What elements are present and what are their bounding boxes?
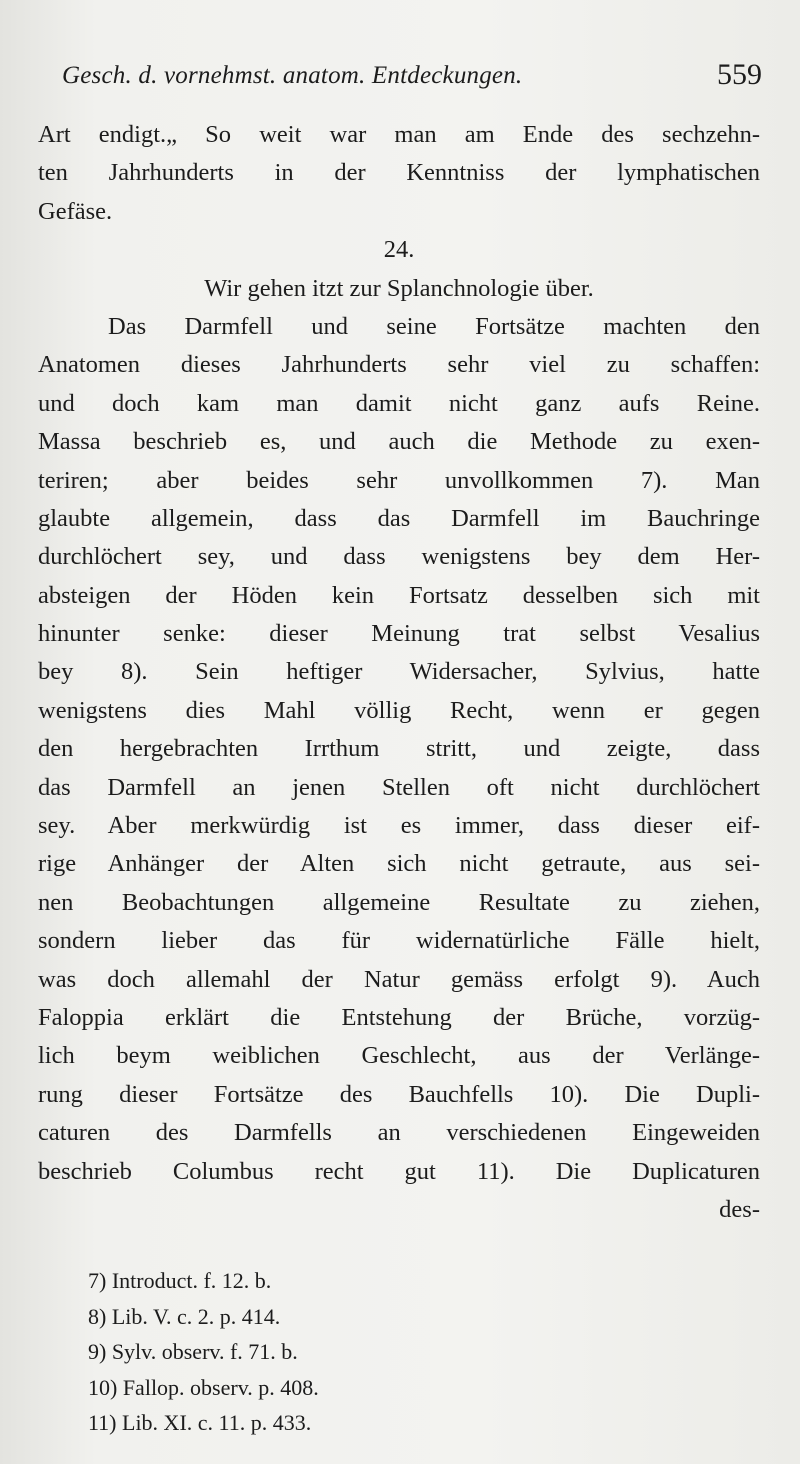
text-line: lich beym weiblichen Geschlecht, aus der Verlänge- — [38, 1042, 760, 1070]
text-line: was doch allemahl der Natur gemäss erfolgt 9). Auch — [38, 965, 760, 993]
footnotes — [88, 1263, 688, 1441]
page-number: 559 — [717, 58, 762, 91]
footnote: 11) Lib. XI. c. 11. p. 433. — [88, 1410, 312, 1436]
text-line: Massa beschrieb es, und auch die Methode zu exen- — [38, 428, 760, 456]
text-line: Art endigt.„ So weit war man am Ende des sechzehn- — [38, 121, 760, 148]
text-line: nen Beobachtungen allgemeine Resultate zu ziehen, — [38, 888, 760, 916]
catchword: des- — [719, 1195, 760, 1223]
text-line: absteigen der Höden kein Fortsatz desselben sich mit — [38, 581, 760, 609]
text-line: rung dieser Fortsätze des Bauchfells 10). Die Dupli- — [38, 1080, 760, 1108]
text-line: sondern lieber das für widernatürliche Fälle hielt, — [38, 927, 760, 955]
text-line: Faloppia erklärt die Entstehung der Brüche, vorzüg- — [38, 1003, 760, 1031]
text-line: beschrieb Columbus recht gut 11). Die Duplicaturen — [38, 1157, 760, 1185]
page-header — [62, 58, 762, 102]
text-line: Das Darmfell und seine Fortsätze machten den — [108, 312, 760, 340]
text-line: Gefäse. — [38, 197, 113, 225]
text-line: teriren; aber beides sehr unvollkommen 7). Man — [38, 466, 760, 494]
text-line: rige Anhänger der Alten sich nicht getraute, aus sei- — [38, 850, 760, 878]
text-line: wenigstens dies Mahl völlig Recht, wenn er gegen — [38, 696, 760, 724]
text-line: das Darmfell an jenen Stellen oft nicht durchlöchert — [38, 773, 760, 801]
text-line: den hergebrachten Irrthum stritt, und zeigte, dass — [38, 735, 760, 763]
footnote: 10) Fallop. observ. p. 408. — [88, 1374, 319, 1400]
text-line: bey 8). Sein heftiger Widersacher, Sylvius, hatte — [38, 658, 760, 686]
main-text — [38, 116, 760, 1229]
running-head: Gesch. d. vornehmst. anatom. Entdeckungen. — [62, 62, 523, 89]
text-line: durchlöchert sey, und dass wenigstens bey dem Her- — [38, 543, 760, 571]
text-line: hinunter senke: dieser Meinung trat selbst Vesalius — [38, 620, 760, 648]
text-line: sey. Aber merkwürdig ist es immer, dass dieser eif- — [38, 812, 760, 840]
footnote: 9) Sylv. observ. f. 71. b. — [88, 1339, 298, 1365]
section-number: 24. — [383, 236, 415, 264]
footnote: 7) Introduct. f. 12. b. — [88, 1268, 272, 1293]
text-line: caturen des Darmfells an verschiedenen Eingeweiden — [38, 1119, 760, 1147]
text-line: glaubte allgemein, dass das Darmfell im Bauchringe — [38, 504, 760, 532]
text-line: ten Jahrhunderts in der Kenntniss der lymphatischen — [38, 159, 760, 187]
footnote: 8) Lib. V. c. 2. p. 414. — [88, 1303, 281, 1329]
text-line: und doch kam man damit nicht ganz aufs Reine. — [38, 389, 760, 417]
text-line: Anatomen dieses Jahrhunderts sehr viel zu schaffen: — [38, 351, 760, 379]
section-heading: Wir gehen itzt zur Splanchnologie über. — [204, 274, 594, 302]
